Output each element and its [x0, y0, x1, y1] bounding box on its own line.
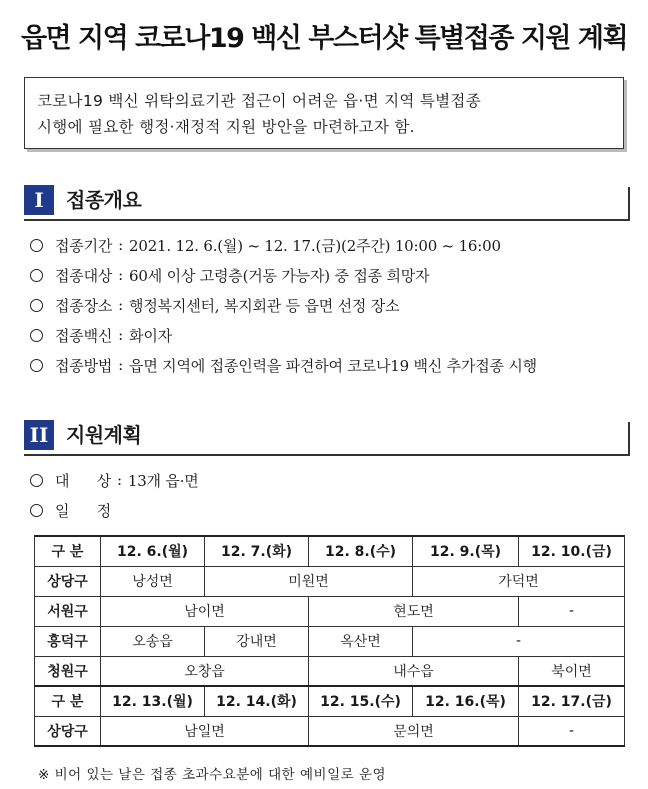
item-separator: :: [118, 356, 124, 374]
footnote: ※ 비어 있는 날은 접종 초과수요분에 대한 예비일로 운영: [38, 767, 387, 783]
circle-bullet-icon: [30, 269, 43, 282]
list-item: [30, 495, 640, 525]
table-cell: 미원면: [205, 566, 413, 596]
table-cell: 강내면: [205, 626, 309, 656]
table-header-cell: 구 분: [35, 536, 101, 566]
table-header-row: [35, 686, 625, 716]
item-key: 접종백신: [55, 326, 113, 345]
table-cell: 문의면: [309, 716, 519, 746]
table-row: [35, 596, 625, 626]
table-cell: -: [519, 596, 625, 626]
table-cell: -: [519, 716, 625, 746]
table-cell: 오창읍: [101, 656, 309, 686]
table-cell: 낭성면: [101, 566, 205, 596]
item-separator: :: [118, 236, 124, 254]
schedule-table: [34, 535, 625, 747]
item-value: 읍면 지역에 접종인력을 파견하여 코로나19 백신 추가접종 시행: [129, 356, 537, 375]
section-1-title: 접종개요: [66, 188, 142, 212]
table-header-cell: 12. 16.(목): [413, 686, 519, 716]
table-header-cell: 12. 6.(월): [101, 536, 205, 566]
table-row: [35, 656, 625, 686]
item-value: 60세 이상 고령층(거동 가능자) 중 접종 희망자: [129, 266, 430, 285]
list-item: [30, 320, 640, 350]
list-item: [30, 290, 640, 320]
table-cell: 북이면: [519, 656, 625, 686]
district-cell: 서원구: [35, 596, 101, 626]
list-item: [30, 260, 640, 290]
circle-bullet-icon: [30, 504, 43, 517]
section-2-title: 지원계획: [66, 423, 142, 447]
district-cell: 청원구: [35, 656, 101, 686]
summary-line-1: 코로나19 백신 위탁의료기관 접근이 어려운 읍·면 지역 특별접종: [37, 92, 481, 110]
summary-box: [24, 77, 624, 149]
table-cell: 오송읍: [101, 626, 205, 656]
table-row: [35, 626, 625, 656]
circle-bullet-icon: [30, 299, 43, 312]
circle-bullet-icon: [30, 474, 43, 487]
section-2-rule-end: [628, 422, 630, 456]
list-item: [30, 230, 640, 260]
table-header-cell: 구 분: [35, 686, 101, 716]
table-row: [35, 716, 625, 746]
item-key: 접종장소: [55, 296, 113, 315]
section-1-list: [30, 230, 640, 380]
list-item: [30, 350, 640, 380]
table-header-row: [35, 536, 625, 566]
table-cell: 내수읍: [309, 656, 519, 686]
table-cell: 현도면: [309, 596, 519, 626]
table-header-cell: 12. 10.(금): [519, 536, 625, 566]
table-header-cell: 12. 7.(화): [205, 536, 309, 566]
table-cell: 가덕면: [413, 566, 625, 596]
table-header-cell: 12. 15.(수): [309, 686, 413, 716]
table-cell: 남이면: [101, 596, 309, 626]
section-2-underline: [24, 454, 630, 456]
district-cell: 상당구: [35, 566, 101, 596]
district-cell: 상당구: [35, 716, 101, 746]
item-separator: :: [117, 471, 122, 489]
district-cell: 흥덕구: [35, 626, 101, 656]
item-value: 행정복지센터, 복지회관 등 읍면 선정 장소: [129, 296, 400, 315]
item-value: 2021. 12. 6.(월) ~ 12. 17.(금)(2주간) 10:00 ~ 16:00: [129, 236, 501, 255]
section-1-number: I: [24, 185, 54, 215]
item-key: 대 상: [55, 471, 111, 490]
circle-bullet-icon: [30, 239, 43, 252]
item-key: 일 정: [55, 501, 111, 520]
list-item: [30, 465, 640, 495]
circle-bullet-icon: [30, 359, 43, 372]
section-2-number: II: [24, 420, 54, 450]
section-2-list: [30, 465, 640, 525]
table-cell: 남일면: [101, 716, 309, 746]
item-key: 접종기간: [55, 236, 113, 255]
item-key: 접종대상: [55, 266, 113, 285]
table-header-cell: 12. 8.(수): [309, 536, 413, 566]
table-cell: -: [413, 626, 625, 656]
table-row: [35, 566, 625, 596]
circle-bullet-icon: [30, 329, 43, 342]
table-cell: 옥산면: [309, 626, 413, 656]
table-header-cell: 12. 13.(월): [101, 686, 205, 716]
summary-line-2: 시행에 필요한 행정·재정적 지원 방안을 마련하고자 함.: [37, 118, 415, 136]
item-separator: :: [118, 296, 124, 314]
table-header-cell: 12. 9.(목): [413, 536, 519, 566]
item-key: 접종방법: [55, 356, 113, 375]
table-header-cell: 12. 17.(금): [519, 686, 625, 716]
item-separator: :: [118, 326, 124, 344]
section-2-heading: [24, 420, 630, 458]
table-header-cell: 12. 14.(화): [205, 686, 309, 716]
item-value: 화이자: [129, 326, 172, 345]
item-value: 13개 읍·면: [127, 471, 199, 490]
section-1-rule-end: [628, 187, 630, 221]
item-separator: :: [118, 266, 124, 284]
section-1-underline: [24, 219, 630, 221]
section-1-heading: [24, 185, 630, 223]
page-title: 읍면 지역 코로나19 백신 부스터샷 특별접종 지원 계획: [20, 23, 628, 54]
